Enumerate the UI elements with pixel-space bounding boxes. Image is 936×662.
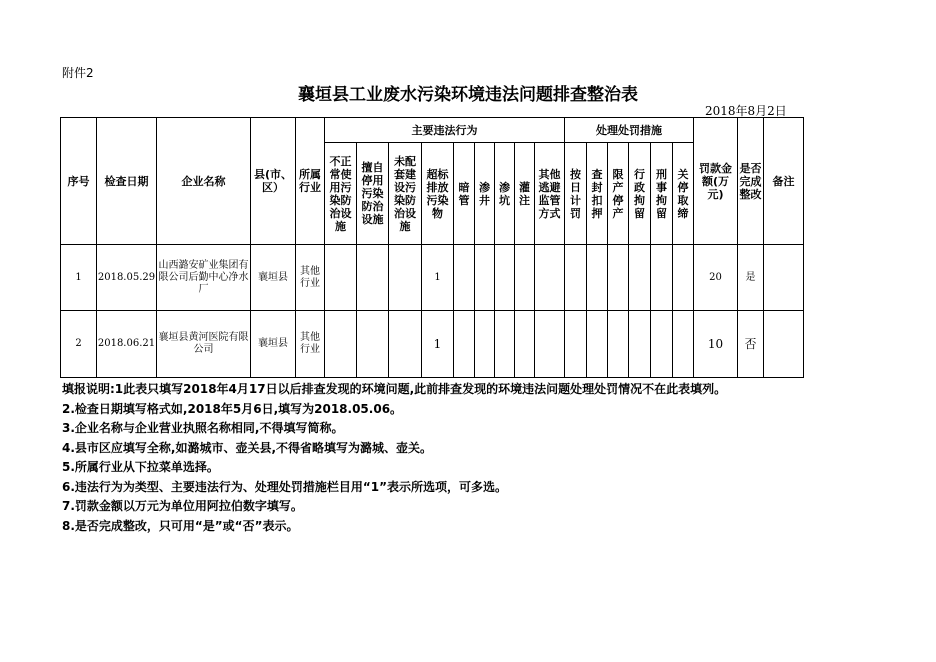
- cell-county: 襄垣县: [251, 245, 296, 311]
- table-row: [61, 245, 804, 311]
- cell-violation: [454, 245, 475, 311]
- cell-violation: [475, 311, 495, 378]
- cell-violation: [495, 245, 515, 311]
- cell-county: 襄垣县: [251, 311, 296, 378]
- cell-completed: 否: [738, 311, 764, 378]
- header-penalty-item: 查封扣押: [587, 143, 608, 245]
- filling-instructions: [62, 380, 726, 536]
- cell-penalty: [629, 245, 651, 311]
- header-company: 企业名称: [157, 118, 251, 245]
- header-seq: 序号: [61, 118, 97, 245]
- cell-remark: [764, 245, 804, 311]
- note-line: 6.违法行为为类型、主要违法行为、处理处罚措施栏目用“1”表示所选项，可多选。: [62, 479, 508, 494]
- cell-check-date: 2018.06.21: [97, 311, 157, 378]
- cell-seq: 1: [61, 245, 97, 311]
- header-violation-item: 其他逃避监管方式: [535, 143, 565, 245]
- cell-violation: [357, 245, 389, 311]
- header-fine: 罚款金额(万元): [694, 118, 738, 245]
- note-line: 5.所属行业从下拉菜单选择。: [62, 460, 219, 474]
- cell-violation: [515, 245, 535, 311]
- cell-company: 山西潞安矿业集团有限公司后勤中心净水厂: [157, 245, 251, 311]
- cell-completed: 是: [738, 245, 764, 311]
- header-penalty-item: 刑事拘留: [651, 143, 673, 245]
- header-violation-item: 不正常使用污染防治设施: [325, 143, 357, 245]
- cell-penalty: [608, 311, 629, 378]
- cell-violation: [389, 311, 422, 378]
- cell-penalty: [673, 245, 694, 311]
- report-date: 2018年8月2日: [705, 104, 787, 118]
- header-violation-item: 擅自停用污染防治设施: [357, 143, 389, 245]
- cell-check-date: 2018.05.29: [97, 245, 157, 311]
- cell-penalty: [608, 245, 629, 311]
- cell-penalty: [565, 245, 587, 311]
- cell-violation: [325, 245, 357, 311]
- cell-violation: [357, 311, 389, 378]
- cell-violation: 1: [422, 245, 454, 311]
- note-line: 3.企业名称与企业营业执照名称相同,不得填写简称。: [62, 421, 344, 435]
- cell-penalty: [651, 245, 673, 311]
- cell-fine: 20: [694, 245, 738, 311]
- header-penalty-item: 按日计罚: [565, 143, 587, 245]
- cell-violation: [475, 245, 495, 311]
- cell-violation: [515, 311, 535, 378]
- cell-violation: [535, 311, 565, 378]
- cell-violation: 1: [422, 311, 454, 378]
- cell-violation: [454, 311, 475, 378]
- header-violation-item: 超标排放污染物: [422, 143, 454, 245]
- cell-seq: 2: [61, 311, 97, 378]
- header-violation-item: 渗井: [475, 143, 495, 245]
- cell-penalty: [673, 311, 694, 378]
- header-violations-group: 主要违法行为: [325, 118, 565, 143]
- note-line: 2.检查日期填写格式如,2018年5月6日,填写为2018.05.06。: [62, 401, 403, 416]
- header-penalty-item: 限产停产: [608, 143, 629, 245]
- header-penalties-group: 处理处罚措施: [565, 118, 694, 143]
- attachment-label: 附件2: [62, 66, 94, 80]
- cell-penalty: [587, 245, 608, 311]
- header-violation-item: 未配套建设污染防治设施: [389, 143, 422, 245]
- header-penalty-item: 行政拘留: [629, 143, 651, 245]
- cell-penalty: [587, 311, 608, 378]
- cell-fine: 10: [694, 311, 738, 378]
- investigation-table: [60, 117, 804, 378]
- header-completed: 是否完成整改: [738, 118, 764, 245]
- cell-violation: [535, 245, 565, 311]
- cell-penalty: [629, 311, 651, 378]
- note-line: 8.是否完成整改，只可用“是”或“否”表示。: [62, 518, 299, 533]
- header-check-date: 检查日期: [97, 118, 157, 245]
- table-row: [61, 311, 804, 378]
- header-row-group: [61, 118, 804, 143]
- header-industry: 所属行业: [296, 118, 325, 245]
- cell-remark: [764, 311, 804, 378]
- header-county: 县(市、区）: [251, 118, 296, 245]
- cell-industry: 其他行业: [296, 311, 325, 378]
- cell-industry: 其他行业: [296, 245, 325, 311]
- cell-penalty: [651, 311, 673, 378]
- note-line: 4.县市区应填写全称,如潞城市、壶关县,不得省略填写为潞城、壶关。: [62, 440, 433, 455]
- cell-penalty: [565, 311, 587, 378]
- note-line: 填报说明:1此表只填写2018年4月17日以后排查发现的环境问题,此前排查发现的环境违法问题处理处罚情况不在此表填列。: [62, 382, 727, 396]
- cell-company: 襄垣县黄河医院有限公司: [157, 311, 251, 378]
- header-violation-item: 灌注: [515, 143, 535, 245]
- note-line: 7.罚款金额以万元为单位用阿拉伯数字填写。: [62, 499, 303, 513]
- header-violation-item: 渗坑: [495, 143, 515, 245]
- header-penalty-item: 关停取缔: [673, 143, 694, 245]
- cell-violation: [389, 245, 422, 311]
- cell-violation: [325, 311, 357, 378]
- document-title: 襄垣县工业废水污染环境违法问题排查整治表: [298, 85, 638, 105]
- header-violation-item: 暗管: [454, 143, 475, 245]
- cell-violation: [495, 311, 515, 378]
- header-remark: 备注: [764, 118, 804, 245]
